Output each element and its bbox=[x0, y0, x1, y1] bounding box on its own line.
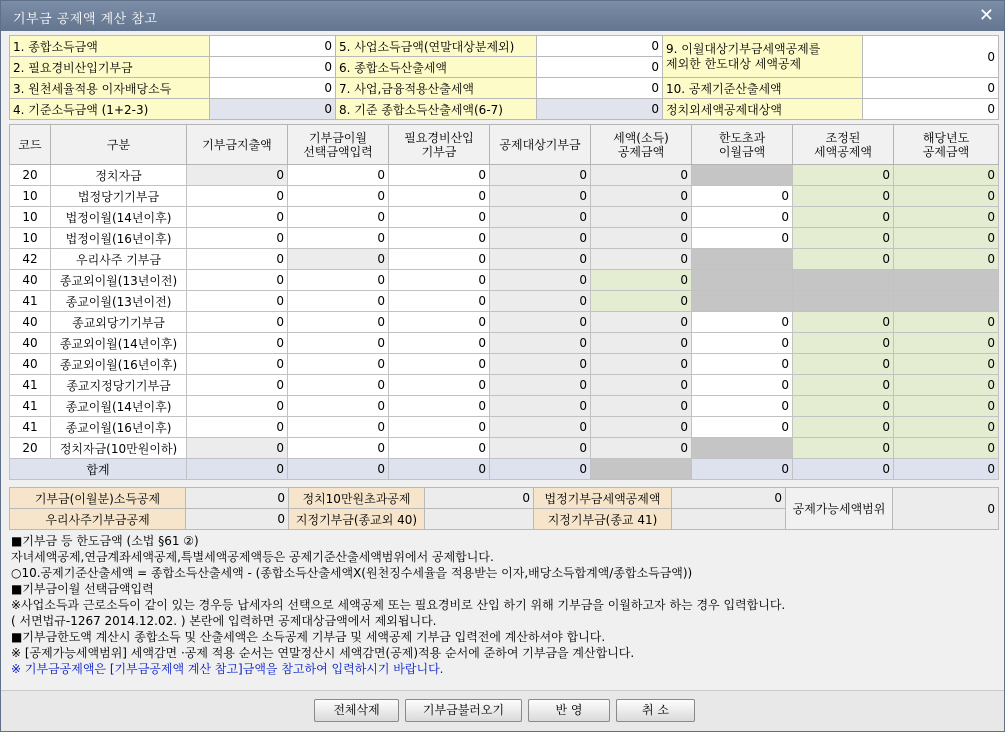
note-text: ○10.공제기준산출세액 = 종합소득산출세액 - (종합소득산출세액X(원천징수세율을 적용받는 이자,배당소득합계액/종합소득금액)) bbox=[11, 566, 693, 580]
row-cell: 0 bbox=[490, 438, 591, 459]
col-header-expense: 기부금지출액 bbox=[187, 125, 288, 165]
deduction-summary-table bbox=[9, 487, 999, 530]
row-cell bbox=[692, 270, 793, 291]
row-cell[interactable]: 0 bbox=[692, 417, 793, 438]
row-cell[interactable]: 0 bbox=[389, 375, 490, 396]
note-text: ※사업소득과 근로소득이 같이 있는 경우등 납세자의 선택으로 세액공제 또는 필요경비로 산입 하기 위해 기부금을 이월하고자 하는 경우 입력합니다. bbox=[11, 598, 786, 612]
row-cell: 0 bbox=[793, 333, 894, 354]
row-cell: 0 bbox=[894, 228, 999, 249]
donation-grid bbox=[9, 124, 999, 480]
field-business-finance-tax[interactable]: 0 bbox=[537, 78, 663, 99]
label-carryover-income-deduction: 기부금(이월분)소득공제 bbox=[10, 488, 186, 509]
row-cell: 0 bbox=[793, 438, 894, 459]
row-cell[interactable]: 0 bbox=[187, 249, 288, 270]
row-cell: 0 bbox=[894, 249, 999, 270]
col-header-code: 코드 bbox=[10, 125, 51, 165]
row-cell: 0 bbox=[894, 207, 999, 228]
row-cell[interactable]: 0 bbox=[389, 438, 490, 459]
field-legal-donation-credit: 0 bbox=[672, 488, 786, 509]
note-reference: ※ 기부금공제액은 [기부금공제액 계산 참고]금액을 참고하여 입력하시기 바랍니다. bbox=[11, 662, 444, 676]
field-deduction-base-tax[interactable]: 0 bbox=[863, 78, 999, 99]
row-cell: 0 bbox=[490, 375, 591, 396]
row-cell bbox=[793, 291, 894, 312]
note-limit-heading: ■기부금 등 한도금액 (소법 §61 ②) bbox=[11, 534, 199, 548]
row-cell: 0 bbox=[288, 249, 389, 270]
label-business-income: 5. 사업소득금액(연말대상분제외) bbox=[336, 36, 537, 57]
row-cell[interactable]: 0 bbox=[288, 312, 389, 333]
table-row bbox=[10, 417, 999, 438]
row-cell[interactable]: 0 bbox=[389, 312, 490, 333]
col-header-adjusted-credit: 조정된 세액공제액 bbox=[793, 125, 894, 165]
row-cell bbox=[692, 291, 793, 312]
field-gross-income[interactable]: 0 bbox=[210, 36, 336, 57]
col-header-carryover-input: 기부금이월 선택금액입력 bbox=[288, 125, 389, 165]
row-cell[interactable]: 0 bbox=[187, 291, 288, 312]
row-cell: 0 bbox=[490, 333, 591, 354]
row-code: 40 bbox=[10, 333, 51, 354]
row-cell: 0 bbox=[793, 417, 894, 438]
row-cell[interactable]: 0 bbox=[187, 417, 288, 438]
row-cell: 0 bbox=[793, 165, 894, 186]
table-row bbox=[10, 270, 999, 291]
row-cell: 0 bbox=[894, 165, 999, 186]
table-row bbox=[10, 186, 999, 207]
row-cell: 0 bbox=[490, 270, 591, 291]
row-cell: 0 bbox=[591, 312, 692, 333]
row-cell: 0 bbox=[894, 186, 999, 207]
row-cell: 0 bbox=[894, 333, 999, 354]
table-row bbox=[10, 291, 999, 312]
row-cell: 0 bbox=[490, 312, 591, 333]
row-cell: 0 bbox=[591, 207, 692, 228]
row-cell bbox=[692, 165, 793, 186]
row-cell[interactable]: 0 bbox=[389, 165, 490, 186]
row-cell: 0 bbox=[894, 396, 999, 417]
row-cell[interactable]: 0 bbox=[288, 417, 389, 438]
label-designated-religious: 지정기부금(종교 41) bbox=[534, 509, 672, 530]
total-cell: 0 bbox=[793, 459, 894, 480]
row-cell[interactable]: 0 bbox=[288, 354, 389, 375]
row-cell[interactable]: 0 bbox=[389, 417, 490, 438]
row-cell: 0 bbox=[793, 186, 894, 207]
row-cell: 0 bbox=[490, 228, 591, 249]
row-cell: 0 bbox=[187, 165, 288, 186]
row-cell: 0 bbox=[591, 438, 692, 459]
row-category: 법정당기기부금 bbox=[51, 186, 187, 207]
row-cell[interactable]: 0 bbox=[692, 312, 793, 333]
note-text: 자녀세액공제,연금계좌세액공제,특별세액공제액등은 공제기준산출세액범위에서 공제합니다. bbox=[11, 550, 494, 564]
field-designated-non-religious bbox=[425, 509, 534, 530]
row-code: 20 bbox=[10, 438, 51, 459]
row-cell[interactable]: 0 bbox=[389, 333, 490, 354]
row-category: 종교외이월(13년이전) bbox=[51, 270, 187, 291]
total-cell: 0 bbox=[894, 459, 999, 480]
row-cell: 0 bbox=[490, 291, 591, 312]
row-cell[interactable]: 0 bbox=[187, 186, 288, 207]
row-cell[interactable]: 0 bbox=[187, 228, 288, 249]
row-cell[interactable]: 0 bbox=[288, 270, 389, 291]
row-cell: 0 bbox=[894, 354, 999, 375]
row-cell[interactable]: 0 bbox=[692, 228, 793, 249]
row-cell[interactable]: 0 bbox=[187, 270, 288, 291]
table-row bbox=[10, 438, 999, 459]
label-designated-non-religious: 지정기부금(종교외 40) bbox=[289, 509, 425, 530]
row-category: 종교지정당기기부금 bbox=[51, 375, 187, 396]
row-cell: 0 bbox=[793, 354, 894, 375]
row-code: 40 bbox=[10, 312, 51, 333]
row-cell: 0 bbox=[591, 249, 692, 270]
field-deductible-tax-range: 0 bbox=[893, 488, 999, 530]
row-cell[interactable]: 0 bbox=[187, 207, 288, 228]
table-row bbox=[10, 312, 999, 333]
label-political-over-100k: 정치10만원초과공제 bbox=[289, 488, 425, 509]
total-row bbox=[10, 459, 999, 480]
row-category: 종교이월(14년이후) bbox=[51, 396, 187, 417]
row-cell: 0 bbox=[591, 354, 692, 375]
total-cell: 0 bbox=[490, 459, 591, 480]
table-row bbox=[10, 333, 999, 354]
label-legal-donation-credit: 법정기부금세액공제액 bbox=[534, 488, 672, 509]
note-text: ※ [공제가능세액범위] 세액감면 ·공제 적용 순서는 연말정산시 세액감면(공제)적용 순서에 준하여 기부금을 계산합니다. bbox=[11, 646, 635, 660]
col-header-excess-carryover: 한도초과 이월금액 bbox=[692, 125, 793, 165]
row-cell: 0 bbox=[591, 165, 692, 186]
window-title: 기부금 공제액 계산 참고 bbox=[13, 12, 158, 27]
field-political-over-100k: 0 bbox=[425, 488, 534, 509]
row-cell[interactable]: 0 bbox=[389, 270, 490, 291]
row-cell[interactable]: 0 bbox=[389, 186, 490, 207]
row-cell[interactable]: 0 bbox=[692, 207, 793, 228]
label-limit-tax-credit: 9. 이월대상기부금세액공제를 제외한 한도대상 세액공제 bbox=[663, 36, 863, 78]
row-category: 우리사주 기부금 bbox=[51, 249, 187, 270]
row-cell[interactable]: 0 bbox=[288, 333, 389, 354]
table-row bbox=[10, 249, 999, 270]
label-deduction-base-tax: 10. 공제기준산출세액 bbox=[663, 78, 863, 99]
row-cell[interactable]: 0 bbox=[288, 438, 389, 459]
col-header-deductible: 공제대상기부금 bbox=[490, 125, 591, 165]
label-business-finance-tax: 7. 사업,금융적용산출세액 bbox=[336, 78, 537, 99]
row-cell bbox=[692, 249, 793, 270]
total-cell: 0 bbox=[692, 459, 793, 480]
row-cell: 0 bbox=[490, 165, 591, 186]
table-row bbox=[10, 228, 999, 249]
row-code: 40 bbox=[10, 270, 51, 291]
row-cell: 0 bbox=[490, 186, 591, 207]
row-cell[interactable]: 0 bbox=[692, 354, 793, 375]
row-cell: 0 bbox=[591, 417, 692, 438]
row-cell: 0 bbox=[490, 249, 591, 270]
field-calc-tax[interactable]: 0 bbox=[537, 57, 663, 78]
label-gross-income: 1. 종합소득금액 bbox=[10, 36, 210, 57]
field-esop-donation: 0 bbox=[186, 509, 289, 530]
field-interest-dividend[interactable]: 0 bbox=[210, 78, 336, 99]
row-cell[interactable]: 0 bbox=[288, 165, 389, 186]
row-cell: 0 bbox=[894, 438, 999, 459]
row-code: 10 bbox=[10, 186, 51, 207]
col-header-deduction-amount: 세액(소득) 공제금액 bbox=[591, 125, 692, 165]
row-category: 정치자금(10만원이하) bbox=[51, 438, 187, 459]
row-code: 41 bbox=[10, 417, 51, 438]
note-text: ■기부금한도액 계산시 종합소득 및 산출세액은 소득공제 기부금 및 세액공제 기부금 입력전에 계산하셔야 합니다. bbox=[11, 630, 606, 644]
field-base-income: 0 bbox=[210, 99, 336, 120]
row-cell: 0 bbox=[490, 354, 591, 375]
row-cell[interactable]: 0 bbox=[288, 396, 389, 417]
row-cell[interactable]: 0 bbox=[692, 396, 793, 417]
row-code: 20 bbox=[10, 165, 51, 186]
row-category: 종교외이월(14년이후) bbox=[51, 333, 187, 354]
total-cell bbox=[591, 459, 692, 480]
row-code: 42 bbox=[10, 249, 51, 270]
row-category: 정치자금 bbox=[51, 165, 187, 186]
notes-panel bbox=[11, 533, 996, 677]
load-donations-button[interactable]: 기부금불러오기 bbox=[405, 699, 522, 722]
row-category: 법정이월(14년이후) bbox=[51, 207, 187, 228]
close-icon[interactable]: ✕ bbox=[978, 5, 994, 26]
row-cell[interactable]: 0 bbox=[389, 249, 490, 270]
grid-header-row bbox=[10, 125, 999, 165]
label-base-calc-tax: 8. 기준 종합소득산출세액(6-7) bbox=[336, 99, 537, 120]
row-code: 41 bbox=[10, 396, 51, 417]
total-label: 합계 bbox=[10, 459, 187, 480]
note-text: ( 서면법규-1267 2014.12.02. ) 본란에 입력하면 공제대상금액에서 제외됩니다. bbox=[11, 614, 437, 628]
row-category: 종교외이월(16년이후) bbox=[51, 354, 187, 375]
row-cell: 0 bbox=[490, 396, 591, 417]
cancel-button[interactable]: 취 소 bbox=[616, 699, 695, 722]
row-cell[interactable]: 0 bbox=[187, 396, 288, 417]
row-code: 41 bbox=[10, 291, 51, 312]
row-cell[interactable]: 0 bbox=[187, 375, 288, 396]
row-cell: 0 bbox=[591, 396, 692, 417]
row-cell: 0 bbox=[793, 375, 894, 396]
row-cell: 0 bbox=[894, 312, 999, 333]
row-cell: 0 bbox=[793, 312, 894, 333]
label-expense-donation: 2. 필요경비산입기부금 bbox=[10, 57, 210, 78]
row-cell[interactable]: 0 bbox=[288, 228, 389, 249]
row-code: 10 bbox=[10, 207, 51, 228]
row-category: 법정이월(16년이후) bbox=[51, 228, 187, 249]
total-cell: 0 bbox=[389, 459, 490, 480]
row-cell[interactable]: 0 bbox=[692, 333, 793, 354]
note-carryover-heading: ■기부금이월 선택금액입력 bbox=[11, 582, 154, 596]
row-cell[interactable]: 0 bbox=[288, 207, 389, 228]
col-header-expense-inclusion: 필요경비산입 기부금 bbox=[389, 125, 490, 165]
field-limit-tax-credit[interactable]: 0 bbox=[863, 36, 999, 78]
field-base-calc-tax: 0 bbox=[537, 99, 663, 120]
row-cell[interactable]: 0 bbox=[288, 375, 389, 396]
row-cell: 0 bbox=[793, 228, 894, 249]
label-deductible-tax-range: 공제가능세액범위 bbox=[786, 488, 893, 530]
row-cell[interactable]: 0 bbox=[389, 228, 490, 249]
row-cell[interactable]: 0 bbox=[288, 186, 389, 207]
row-cell bbox=[692, 438, 793, 459]
label-calc-tax: 6. 종합소득산출세액 bbox=[336, 57, 537, 78]
row-cell[interactable]: 0 bbox=[389, 396, 490, 417]
row-cell[interactable]: 0 bbox=[187, 333, 288, 354]
field-non-political-target[interactable]: 0 bbox=[863, 99, 999, 120]
button-bar bbox=[1, 690, 1004, 731]
field-carryover-income-deduction: 0 bbox=[186, 488, 289, 509]
delete-all-button[interactable]: 전체삭제 bbox=[314, 699, 399, 722]
row-cell[interactable]: 0 bbox=[389, 354, 490, 375]
row-cell: 0 bbox=[591, 291, 692, 312]
table-row bbox=[10, 207, 999, 228]
field-designated-religious bbox=[672, 509, 786, 530]
row-code: 41 bbox=[10, 375, 51, 396]
row-cell: 0 bbox=[591, 333, 692, 354]
total-cell: 0 bbox=[187, 459, 288, 480]
row-code: 40 bbox=[10, 354, 51, 375]
row-cell[interactable]: 0 bbox=[389, 207, 490, 228]
row-category: 종교외당기기부금 bbox=[51, 312, 187, 333]
label-esop-donation: 우리사주기부금공제 bbox=[10, 509, 186, 530]
row-category: 종교이월(16년이후) bbox=[51, 417, 187, 438]
field-expense-donation[interactable]: 0 bbox=[210, 57, 336, 78]
row-cell: 0 bbox=[894, 375, 999, 396]
row-cell: 0 bbox=[187, 438, 288, 459]
table-row bbox=[10, 375, 999, 396]
row-cell[interactable]: 0 bbox=[187, 354, 288, 375]
row-cell bbox=[894, 291, 999, 312]
label-interest-dividend: 3. 원천세율적용 이자배당소득 bbox=[10, 78, 210, 99]
row-cell: 0 bbox=[793, 396, 894, 417]
row-cell[interactable]: 0 bbox=[389, 291, 490, 312]
table-row bbox=[10, 354, 999, 375]
field-business-income[interactable]: 0 bbox=[537, 36, 663, 57]
row-cell: 0 bbox=[591, 375, 692, 396]
row-cell[interactable]: 0 bbox=[288, 291, 389, 312]
row-cell[interactable]: 0 bbox=[187, 312, 288, 333]
row-cell[interactable]: 0 bbox=[692, 186, 793, 207]
income-summary-table bbox=[9, 35, 999, 120]
row-category: 종교이월(13년이전) bbox=[51, 291, 187, 312]
row-cell: 0 bbox=[490, 207, 591, 228]
row-cell: 0 bbox=[894, 417, 999, 438]
row-cell: 0 bbox=[591, 228, 692, 249]
row-cell bbox=[793, 270, 894, 291]
apply-button[interactable]: 반 영 bbox=[528, 699, 610, 722]
col-header-current-year: 해당년도 공제금액 bbox=[894, 125, 999, 165]
row-cell: 0 bbox=[591, 186, 692, 207]
label-non-political-target: 정치외세액공제대상액 bbox=[663, 99, 863, 120]
total-cell: 0 bbox=[288, 459, 389, 480]
title-bar bbox=[1, 1, 1004, 31]
row-cell: 0 bbox=[793, 207, 894, 228]
table-row bbox=[10, 396, 999, 417]
col-header-category: 구분 bbox=[51, 125, 187, 165]
row-cell: 0 bbox=[490, 417, 591, 438]
row-code: 10 bbox=[10, 228, 51, 249]
label-base-income: 4. 기준소득금액 (1+2-3) bbox=[10, 99, 210, 120]
table-row bbox=[10, 165, 999, 186]
row-cell: 0 bbox=[793, 249, 894, 270]
row-cell bbox=[894, 270, 999, 291]
row-cell[interactable]: 0 bbox=[692, 375, 793, 396]
row-cell: 0 bbox=[591, 270, 692, 291]
